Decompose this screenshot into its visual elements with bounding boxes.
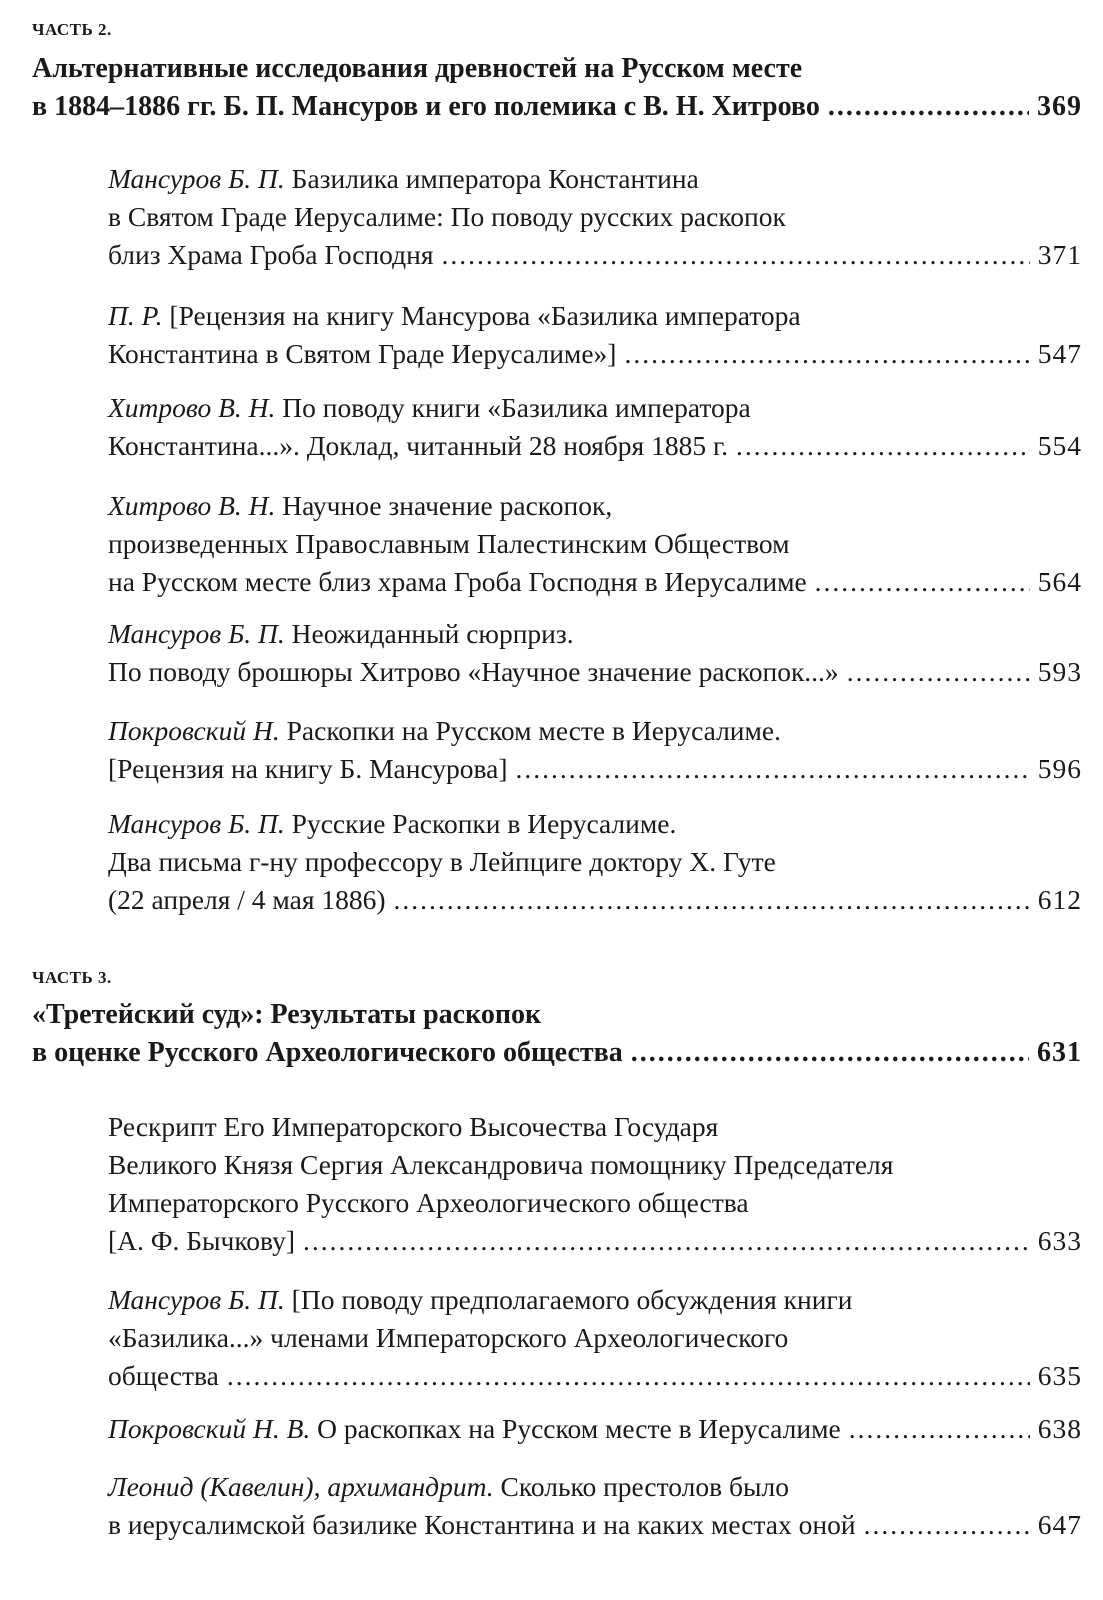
dot-leader (394, 881, 1030, 919)
entry-author: Мансуров Б. П. (108, 618, 285, 649)
entry-title-line: Базилика императора Константина (284, 163, 699, 194)
entry-title-line: Научное значение раскопок, (275, 490, 613, 521)
entry-title-line: [По поводу предполагаемого обсуждения книги (284, 1284, 853, 1315)
entry-author: Мансуров Б. П. (108, 163, 285, 194)
toc-entry[interactable] (108, 297, 1082, 373)
entry-author: Хитрово В. Н. (108, 490, 276, 521)
entry-title-line: [Рецензия на книгу Мансурова «Базилика императора (162, 300, 801, 331)
part3-title-line2: в оценке Русского Археологического общества (32, 1037, 623, 1068)
toc-entry[interactable] (108, 615, 1082, 691)
dot-leader (847, 653, 1030, 691)
dot-leader (516, 750, 1030, 788)
entry-page-number: 635 (1037, 1360, 1082, 1391)
part3-page-number: 631 (1037, 1037, 1082, 1068)
entry-title-line: в иерусалимской базилике Константина и на каких местах оной (108, 1509, 856, 1540)
entry-author: Покровский Н. (108, 715, 280, 746)
entry-title-line: (22 апреля / 4 мая 1886) (108, 884, 386, 915)
entry-title-line: «Базилика...» членами Императорского Археологического (108, 1322, 789, 1353)
part3-title-line1: «Третейский суд»: Результаты раскопок (32, 999, 542, 1030)
entry-title-line: Русские Раскопки в Иерусалиме. (284, 808, 677, 839)
entry-title-line: Рескрипт Его Императорского Высочества Государя (108, 1111, 719, 1142)
part2-page-number: 369 (1037, 91, 1082, 122)
entry-author: Мансуров Б. П. (108, 808, 285, 839)
entry-page-number: 593 (1037, 656, 1082, 687)
part2-title-line2: в 1884–1886 гг. Б. П. Мансуров и его полемика с В. Н. Хитрово (32, 91, 820, 122)
toc-entry[interactable] (108, 1410, 1082, 1448)
toc-entry[interactable] (108, 160, 1082, 274)
toc-entry[interactable] (108, 389, 1082, 465)
part3-label: ЧАСТЬ 3. (32, 968, 112, 987)
entry-page-number: 612 (1037, 884, 1082, 915)
entry-title-line: По поводу брошюры Хитрово «Научное значение раскопок...» (108, 656, 839, 687)
entry-title-line: общества (108, 1360, 219, 1391)
toc-entry[interactable] (108, 712, 1082, 788)
entry-title-line: Константина...». Доклад, читанный 28 ноября 1885 г. (108, 430, 729, 461)
dot-leader (227, 1357, 1030, 1395)
entry-author: П. Р. (108, 300, 163, 331)
dot-leader (864, 1506, 1030, 1544)
part2-title (32, 50, 1082, 126)
entry-title-line: [Рецензия на книгу Б. Мансурова] (108, 753, 508, 784)
dot-leader (624, 335, 1029, 373)
entry-title-line: Неожиданный сюрприз. (284, 618, 574, 649)
toc-entry[interactable] (108, 1281, 1082, 1395)
dot-leader (815, 563, 1030, 601)
toc-entry[interactable] (108, 805, 1082, 919)
part2-title-line2-row (32, 88, 1082, 126)
dot-leader (828, 88, 1029, 126)
entry-title-line: Два письма г-ну профессору в Лейпциге доктору Х. Гуте (108, 846, 776, 877)
entry-title-line: По поводу книги «Базилика императора (275, 392, 751, 423)
entry-page-number: 596 (1037, 753, 1082, 784)
entry-title-line: произведенных Православным Палестинским Обществом (108, 528, 790, 559)
entry-title-line: Сколько престолов было (493, 1471, 789, 1502)
dot-leader (736, 427, 1030, 465)
entry-page-number: 371 (1037, 239, 1082, 270)
entry-title-line: на Русском месте близ храма Гроба Господня в Иерусалиме (108, 566, 807, 597)
entry-author: Покровский Н. В. (108, 1413, 311, 1444)
entry-page-number: 647 (1037, 1509, 1082, 1540)
toc-entry[interactable] (108, 487, 1082, 601)
part2-label: ЧАСТЬ 2. (32, 20, 112, 39)
toc-entry[interactable] (108, 1468, 1082, 1544)
part3-title (32, 996, 1082, 1072)
part3-title-line2-row (32, 1034, 1082, 1072)
entry-page-number: 554 (1037, 430, 1082, 461)
entry-page-number: 564 (1037, 566, 1082, 597)
dot-leader (849, 1410, 1030, 1448)
entry-page-number: 638 (1037, 1413, 1082, 1444)
part2-title-line1: Альтернативные исследования древностей на Русском месте (32, 53, 803, 84)
entry-author: Леонид (Кавелин), архимандрит. (108, 1471, 494, 1502)
entry-title-line: близ Храма Гроба Господня (108, 239, 434, 270)
entry-title-line: Константина в Святом Граде Иерусалиме»] (108, 338, 617, 369)
entry-title-line: в Святом Граде Иерусалиме: По поводу русских раскопок (108, 201, 786, 232)
dot-leader (303, 1222, 1030, 1260)
entry-page-number: 633 (1037, 1225, 1082, 1256)
entry-title-line: Раскопки на Русском месте в Иерусалиме. (279, 715, 781, 746)
entry-title-line: Императорского Русского Археологического общества (108, 1187, 749, 1218)
entry-title-line: Великого Князя Сергия Александровича помощнику Председателя (108, 1149, 894, 1180)
entry-author: Хитрово В. Н. (108, 392, 276, 423)
entry-title-line: О раскопках на Русском месте в Иерусалиме (310, 1413, 841, 1444)
entry-title-line: [А. Ф. Бычкову] (108, 1225, 296, 1256)
dot-leader (442, 236, 1030, 274)
entry-author: Мансуров Б. П. (108, 1284, 285, 1315)
entry-page-number: 547 (1037, 338, 1082, 369)
dot-leader (631, 1034, 1029, 1072)
toc-entry[interactable] (108, 1108, 1082, 1260)
